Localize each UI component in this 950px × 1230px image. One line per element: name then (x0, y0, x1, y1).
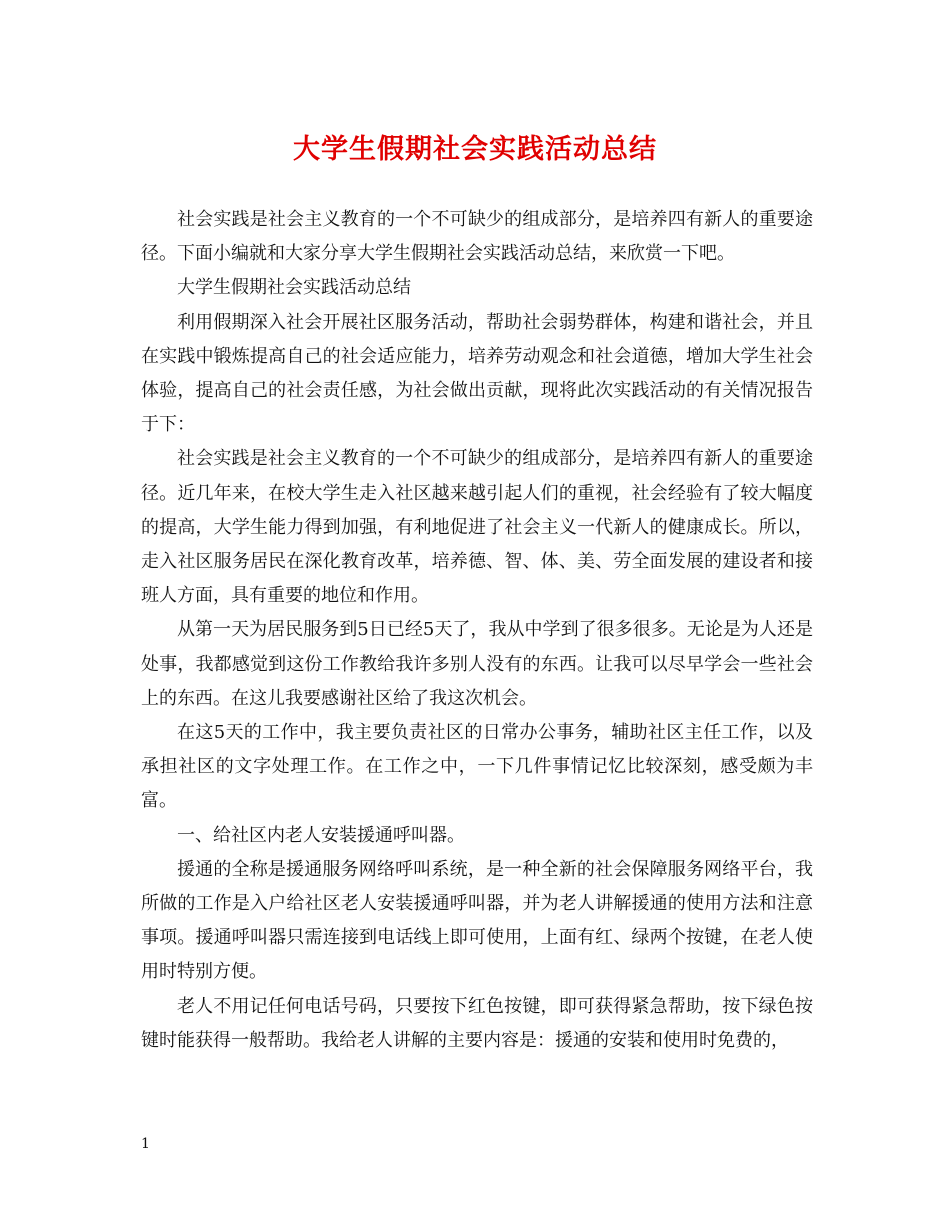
paragraph-work-duties: 在这5天的工作中，我主要负责社区的日常办公事务，辅助社区主任工作，以及承担社区的文字处理工作。在工作之中，一下几件事情记忆比较深刻，感受颇为丰富。 (141, 722, 813, 812)
document-body (141, 203, 813, 1058)
paragraph-yuantong-usage: 老人不用记任何电话号码，只要按下红色按键，即可获得紧急帮助，按下绿色按键时能获得一般帮助。我给老人讲解的主要内容是：援通的安装和使用时免费的， (141, 995, 813, 1051)
paragraph-purpose: 利用假期深入社会开展社区服务活动，帮助社会弱势群体，构建和谐社会，并且在实践中锻炼提高自己的社会适应能力，培养劳动观念和社会道德，增加大学生社会体验，提高自己的社会责任感，为社会做出贡献，现将此次实践活动的有关情况报告于下： (141, 311, 813, 436)
paragraph-subtitle: 大学生假期社会实践活动总结 (177, 277, 411, 299)
paragraph-yuantong-intro: 援通的全称是援通服务网络呼叫系统，是一种全新的社会保障服务网络平台，我所做的工作是入户给社区老人安装援通呼叫器，并为老人讲解援通的使用方法和注意事项。援通呼叫器只需连接到电话线上即可使用，上面有红、绿两个按键，在老人使用时特别方便。 (141, 858, 813, 983)
paragraph-significance: 社会实践是社会主义教育的一个不可缺少的组成部分，是培养四有新人的重要途径。近几年来，在校大学生走入社区越来越引起人们的重视，社会经验有了较大幅度的提高，大学生能力得到加强，有利地促进了社会主义一代新人的健康成长。所以，走入社区服务居民在深化教育改革，培养德、智、体、美、劳全面发展的建设者和接班人方面，具有重要的地位和作用。 (141, 448, 813, 607)
paragraph-intro: 社会实践是社会主义教育的一个不可缺少的组成部分，是培养四有新人的重要途径。下面小编就和大家分享大学生假期社会实践活动总结，来欣赏一下吧。 (141, 209, 813, 265)
paragraph-section-heading: 一、给社区内老人安装援通呼叫器。 (177, 824, 465, 846)
page-number: 1 (141, 1136, 150, 1152)
paragraph-experience: 从第一天为居民服务到5日已经5天了，我从中学到了很多很多。无论是为人还是处事，我都感觉到这份工作教给我许多别人没有的东西。让我可以尽早学会一些社会上的东西。在这儿我要感谢社区给了我这次机会。 (141, 619, 813, 709)
document-title: 大学生假期社会实践活动总结 (293, 134, 657, 165)
